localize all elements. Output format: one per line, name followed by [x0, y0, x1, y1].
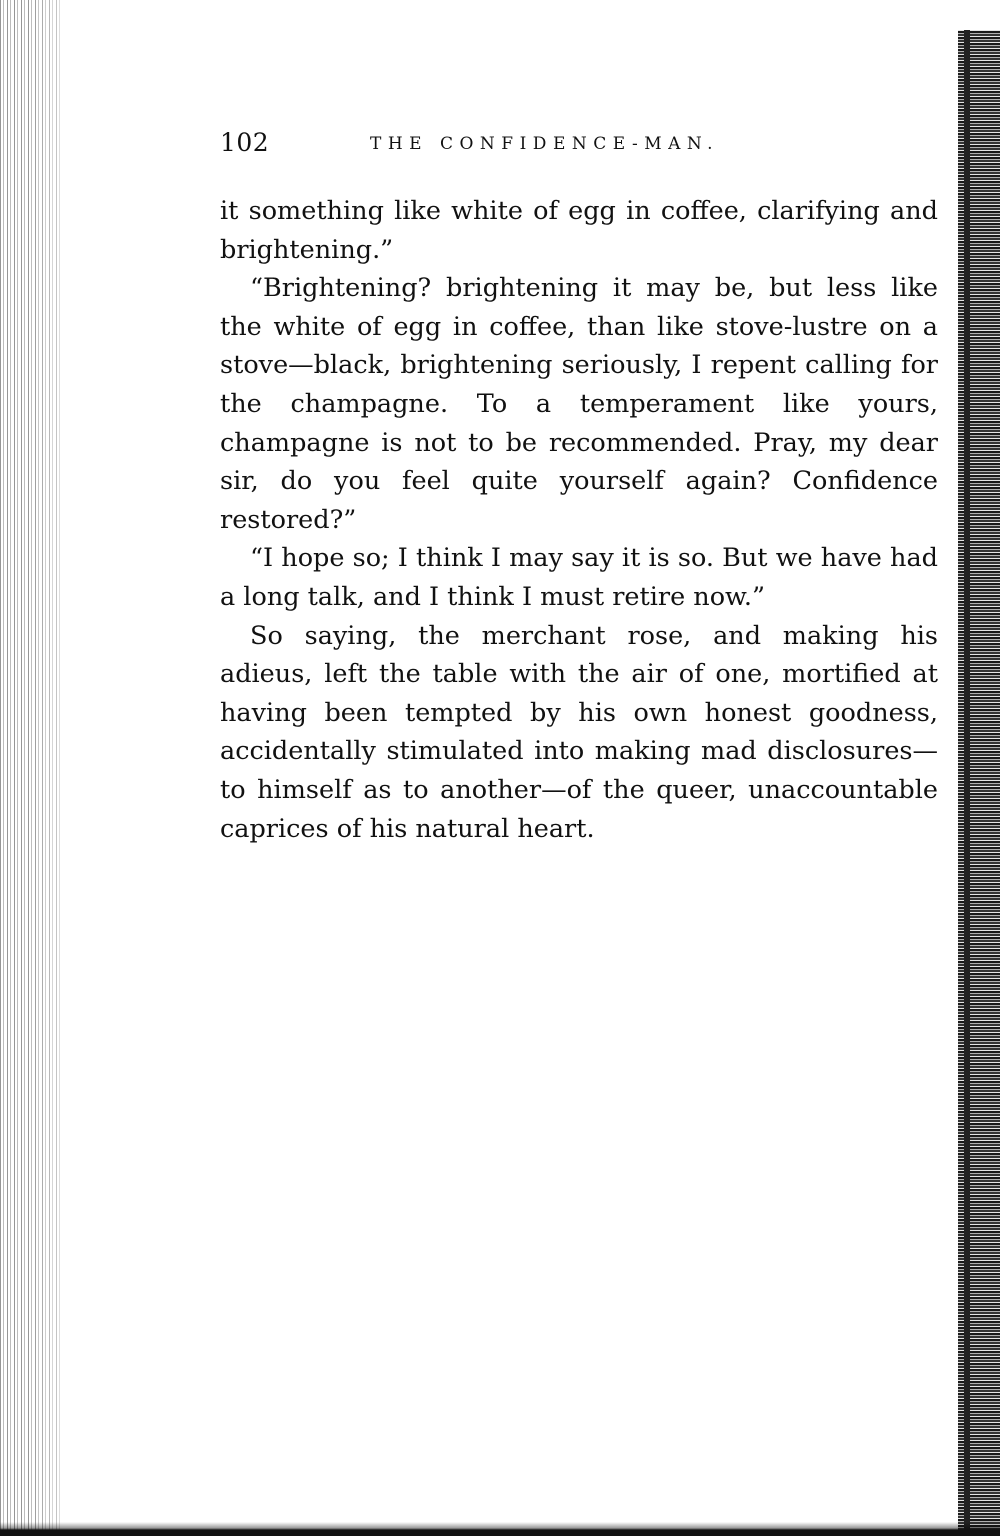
paragraph: it something like white of egg in coffee, clarifying and brightening.” [220, 196, 938, 265]
paragraph: “I hope so; I think I may say it is so. But we have had a long talk, and I think I must retire now.” [220, 543, 938, 612]
paragraph: “Brightening? brightening it may be, but less like the white of egg in coffee, than like stove-lustre on a stove—black, brightening seriously, I repent calling for the champagne. To a temperament like yours, champagne is not to be recommended. Pray, my dear sir, do you feel quite yourself again? Confidence restored?” [220, 273, 938, 535]
page-edge-top-gap [958, 0, 1000, 30]
body-text [220, 192, 938, 848]
running-head: THE CONFIDENCE-MAN. [370, 134, 720, 154]
page-edge-shadow [964, 0, 970, 1536]
page-header [220, 128, 940, 162]
page-edge-bottom [0, 1522, 1000, 1536]
page-number: 102 [220, 128, 270, 157]
gutter-fade [30, 0, 90, 1536]
paragraph: So saying, the merchant rose, and making his adieus, left the table with the air of one, mortified at having been tempted by his own honest goodness, accidentally stimulated into making mad disclosures—to himself as to another—of the queer, unaccountable caprices of his natural heart. [220, 620, 938, 844]
